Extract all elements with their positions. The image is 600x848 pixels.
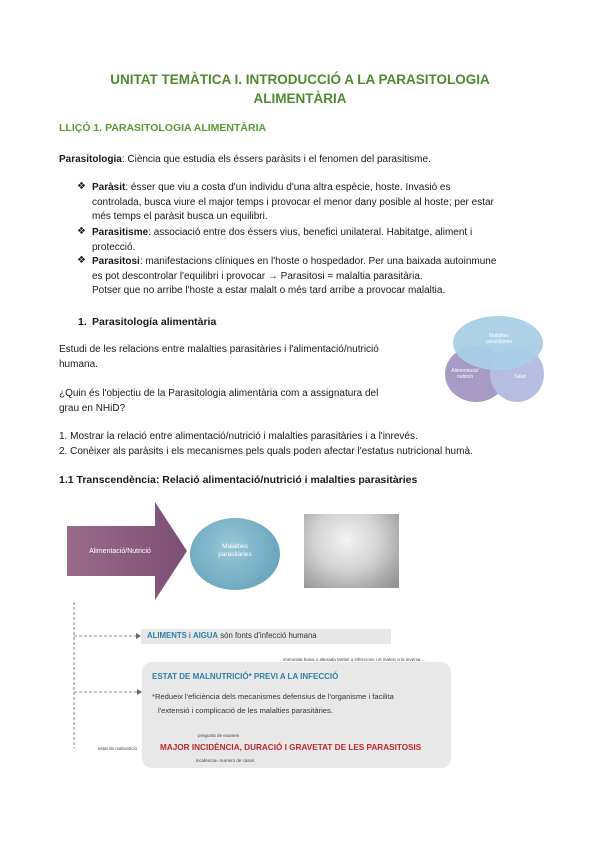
malnutricio-title: ESTAT DE MALNUTRICIÓ* PREVI A LA INFECCIÓ <box>152 672 339 681</box>
bullet-diamond-icon: ❖ <box>77 255 86 266</box>
unit-title-line1: UNITAT TEMÀTICA I. INTRODUCCIÓ A LA PARASITOLOGIA <box>110 72 490 87</box>
venn-label-line: nutrició <box>456 374 474 380</box>
section1-question-line: ¿Quin és l'objectiu de la Parasitologia alimentària com a assignatura del <box>59 388 379 399</box>
section1-question-line: grau en NHiD? <box>59 402 126 414</box>
definition-text: : Ciència que estudia els éssers paràsits i el fenomen del parasitisme. <box>121 154 431 165</box>
malnutricio-line: l'extensió i complicació de les malalties parasitàries. <box>158 706 333 715</box>
section11-heading: 1.1 Transcendència: Relació alimentació/nutrició i malalties parasitàries <box>59 474 418 486</box>
bullet-line: més temps el paràsit busca un equilibri. <box>92 211 268 223</box>
bullet-line: : associació entre dos éssers vius, benefici unilateral. Habitatge, aliment i <box>148 227 473 238</box>
venn-label-line: Alimentació/ <box>451 368 479 374</box>
aliments-text <box>147 631 317 640</box>
bullet-diamond-icon: ❖ <box>77 181 86 192</box>
aliments-bar <box>141 629 391 644</box>
aliments-word: ALIMENTS <box>147 631 187 640</box>
note-incidencia: incidència= numero de casos <box>196 758 255 763</box>
bullet-term: Paràsit <box>92 182 126 193</box>
aliments-rest: són fonts d'infecció humana <box>220 631 317 640</box>
answer-item: 1. Mostrar la relació entre alimentació/nutrició i malalties parasitàries i a l'inrevés. <box>59 431 418 442</box>
aigua-word: AIGUA <box>192 631 219 640</box>
bullet-line: : manifestacions clíniques en l'hoste o hospedador. Per una baixada autoinmune <box>139 256 497 267</box>
section1-number: 1. <box>78 316 87 328</box>
bullet-term: Parasitosi <box>92 256 140 267</box>
handwritten-side-note: immunitat baixa o alterada també a infeccions i el mateix a la inversa … <box>283 657 427 662</box>
bullet-term: Parasitisme <box>92 227 149 238</box>
bullet-line: protecció. <box>92 241 136 253</box>
bullet-line: : ésser que viu a costa d'un individu d'una altra espècie, hoste. Invasió es <box>125 182 451 193</box>
venn-label-line: Malalties <box>489 333 509 339</box>
venn-label-health: Salut <box>514 374 526 380</box>
i-word: i <box>189 631 191 640</box>
definition-term: Parasitologia <box>59 154 122 165</box>
section1-para-line: Estudi de les relacions entre malalties parasitàries i l'alimentació/nutrició <box>59 344 379 355</box>
blob-label-line: Malalties <box>222 543 248 550</box>
note-estat-malnutricio: estat de malnutrició <box>98 746 138 751</box>
note-exam-question: pregunta de examen <box>198 733 240 738</box>
bullet-line: es pot descontrolar l'equilibri i provocar → Parasitosi = malaltia parasitària. <box>92 270 423 282</box>
lesson-title: LLIÇÓ 1. PARASITOLOGIA ALIMENTÀRIA <box>59 122 267 134</box>
malnutricio-text <box>152 690 447 718</box>
section1-para-line: humana. <box>59 358 98 370</box>
bullet-line: Potser que no arribe l'hoste a estar malalt o més tard arribe a provocar malaltia. <box>92 285 446 297</box>
blob-label-line: parasitàries <box>218 551 252 558</box>
venn-label-line: parasitàries <box>486 339 512 345</box>
bullet-diamond-icon: ❖ <box>77 226 86 237</box>
section1-heading: Parasitología alimentària <box>92 316 217 328</box>
answer-item: 2. Conèixer als paràsits i els mecanismes pels quals poden afectar l'estatus nutricional humà. <box>59 445 473 457</box>
malnutricio-line: *Redueix l'eficiència dels mecanismes defensius de l'organisme i facilita <box>152 692 394 701</box>
bullet-line: controlada, busca viure el major temps i provocar el menor dany posible al hoste; per estar <box>92 196 494 208</box>
major-incidencia-line: MAJOR INCIDÈNCIA, DURACIÓ I GRAVETAT DE LES PARASITOSIS <box>160 743 422 752</box>
arrow-label: Alimentació/Nutrició <box>89 548 151 555</box>
unit-title-line2: ALIMENTÀRIA <box>253 91 347 106</box>
